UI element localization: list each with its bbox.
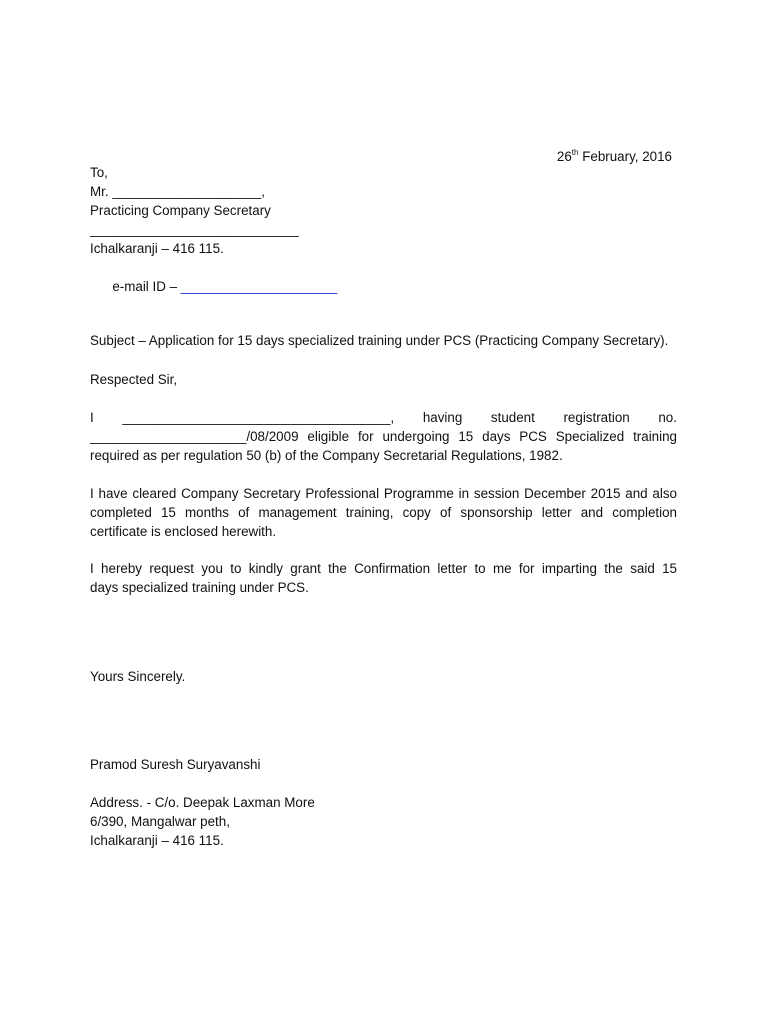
letter-date: 26th February, 2016 [556, 148, 673, 164]
recipient-blank: ____________________________ [90, 222, 299, 237]
paragraph-1-line-1: I ____________________________________, having student registration no. [90, 410, 677, 425]
recipient-city: Ichalkaranji – 416 115. [90, 241, 224, 256]
paragraph-1-line-2: _____________________/08/2009 eligible for undergoing 15 days PCS Specialized training [90, 429, 677, 444]
paragraph-2-line-3: certificate is enclosed herewith. [90, 524, 277, 539]
email-link[interactable]: _____________________ [180, 279, 338, 294]
recipient-to: To, [90, 165, 108, 180]
signature-name: Pramod Suresh Suryavanshi [90, 757, 261, 772]
address-line-1: Address. - C/o. Deepak Laxman More [90, 795, 315, 810]
subject-line: Subject – Application for 15 days specialized training under PCS (Practicing Company Secretary). [90, 333, 669, 348]
closing: Yours Sincerely. [90, 669, 186, 684]
address-line-3: Ichalkaranji – 416 115. [90, 833, 224, 848]
paragraph-2-line-1: I have cleared Company Secretary Professional Programme in session December 2015 and also [90, 486, 677, 501]
paragraph-3-line-2: days specialized training under PCS. [90, 580, 309, 595]
recipient-name: Mr. ____________________, [90, 184, 265, 199]
paragraph-1-line-3: required as per regulation 50 (b) of the Company Secretarial Regulations, 1982. [90, 448, 563, 463]
address-line-2: 6/390, Mangalwar peth, [90, 814, 230, 829]
recipient-title: Practicing Company Secretary [90, 203, 271, 218]
paragraph-2-line-2: completed 15 months of management training, copy of sponsorship letter and completion [90, 505, 677, 520]
recipient-email: e-mail ID – _____________________ [112, 279, 338, 294]
paragraph-3-line-1: I hereby request you to kindly grant the Confirmation letter to me for imparting the said 15 [90, 561, 677, 576]
salutation: Respected Sir, [90, 372, 178, 387]
